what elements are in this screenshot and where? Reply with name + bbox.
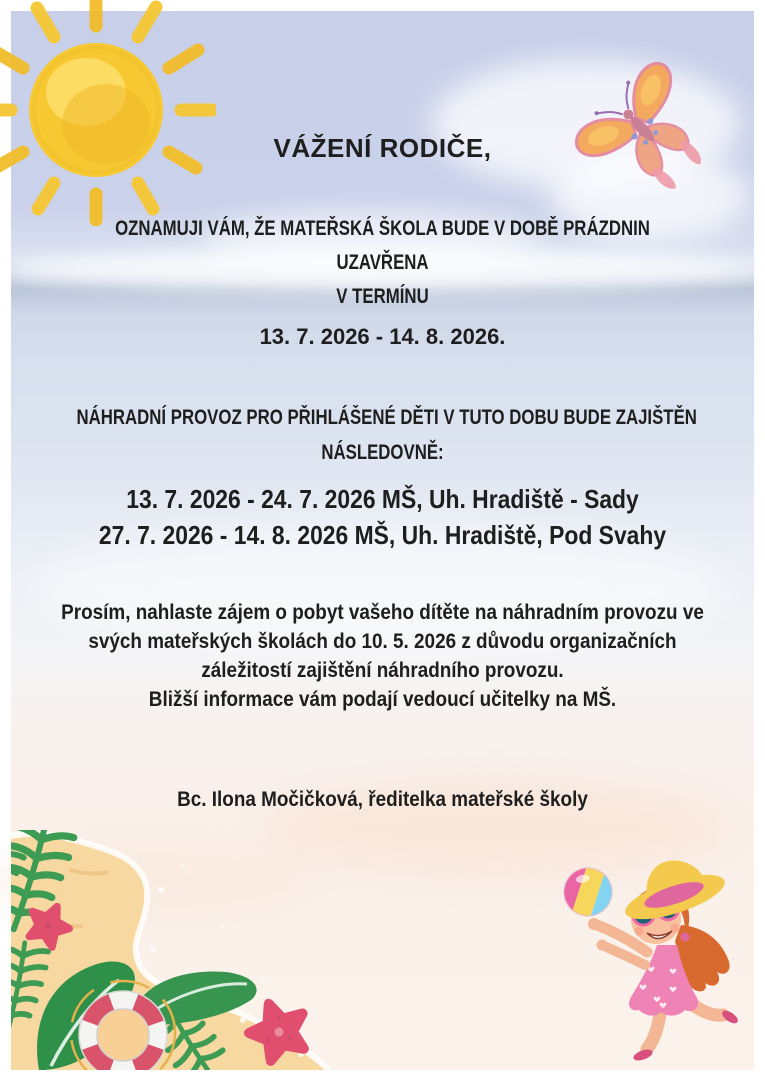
butterfly-illustration xyxy=(570,46,710,201)
girl-with-ball-illustration xyxy=(523,845,755,1070)
request-line: svých mateřských školách do 10. 5. 2026 z důvodu organizačních xyxy=(88,630,677,653)
greeting-heading: VÁŽENÍ RODIČE, xyxy=(273,133,492,163)
request-line: záležitostí zajištění náhradního provozu. xyxy=(201,659,564,682)
announcement-block xyxy=(77,212,689,314)
beach-decoration xyxy=(11,830,481,1070)
announcement-line: UZAVŘENA xyxy=(336,251,429,274)
request-line: Bližší informace vám podají vedoucí učitelky na MŠ. xyxy=(148,688,617,711)
substitute-heading-line: NÁHRADNÍ PROVOZ PRO PŘIHLÁŠENÉ DĚTI V TUTO DOBU BUDE ZAJIŠTĚN xyxy=(76,406,697,429)
schedule-line: 13. 7. 2026 - 24. 7. 2026 MŠ, Uh. Hradiště - Sady xyxy=(126,484,639,514)
substitute-heading xyxy=(76,400,697,470)
closure-period: 13. 7. 2026 - 14. 8. 2026. xyxy=(259,324,506,349)
substitute-heading-line: NÁSLEDOVNĚ: xyxy=(321,441,444,464)
sun-illustration xyxy=(0,0,216,226)
request-line: Prosím, nahlaste zájem o pobyt vašeho dítěte na náhradním provozu ve xyxy=(61,601,704,624)
substitute-schedule xyxy=(46,481,719,553)
signature-line: Bc. Ilona Močičková, ředitelka mateřské školy xyxy=(177,788,588,811)
announcement-line: OZNAMUJI VÁM, ŽE MATEŘSKÁ ŠKOLA BUDE V DOBĚ PRÁZDNIN xyxy=(115,217,650,240)
schedule-line: 27. 7. 2026 - 14. 8. 2026 MŠ, Uh. Hradiště, Pod Svahy xyxy=(98,520,667,550)
beach-ball xyxy=(553,857,625,928)
announcement-line: V TERMÍNU xyxy=(336,285,429,308)
request-paragraph xyxy=(38,598,727,714)
